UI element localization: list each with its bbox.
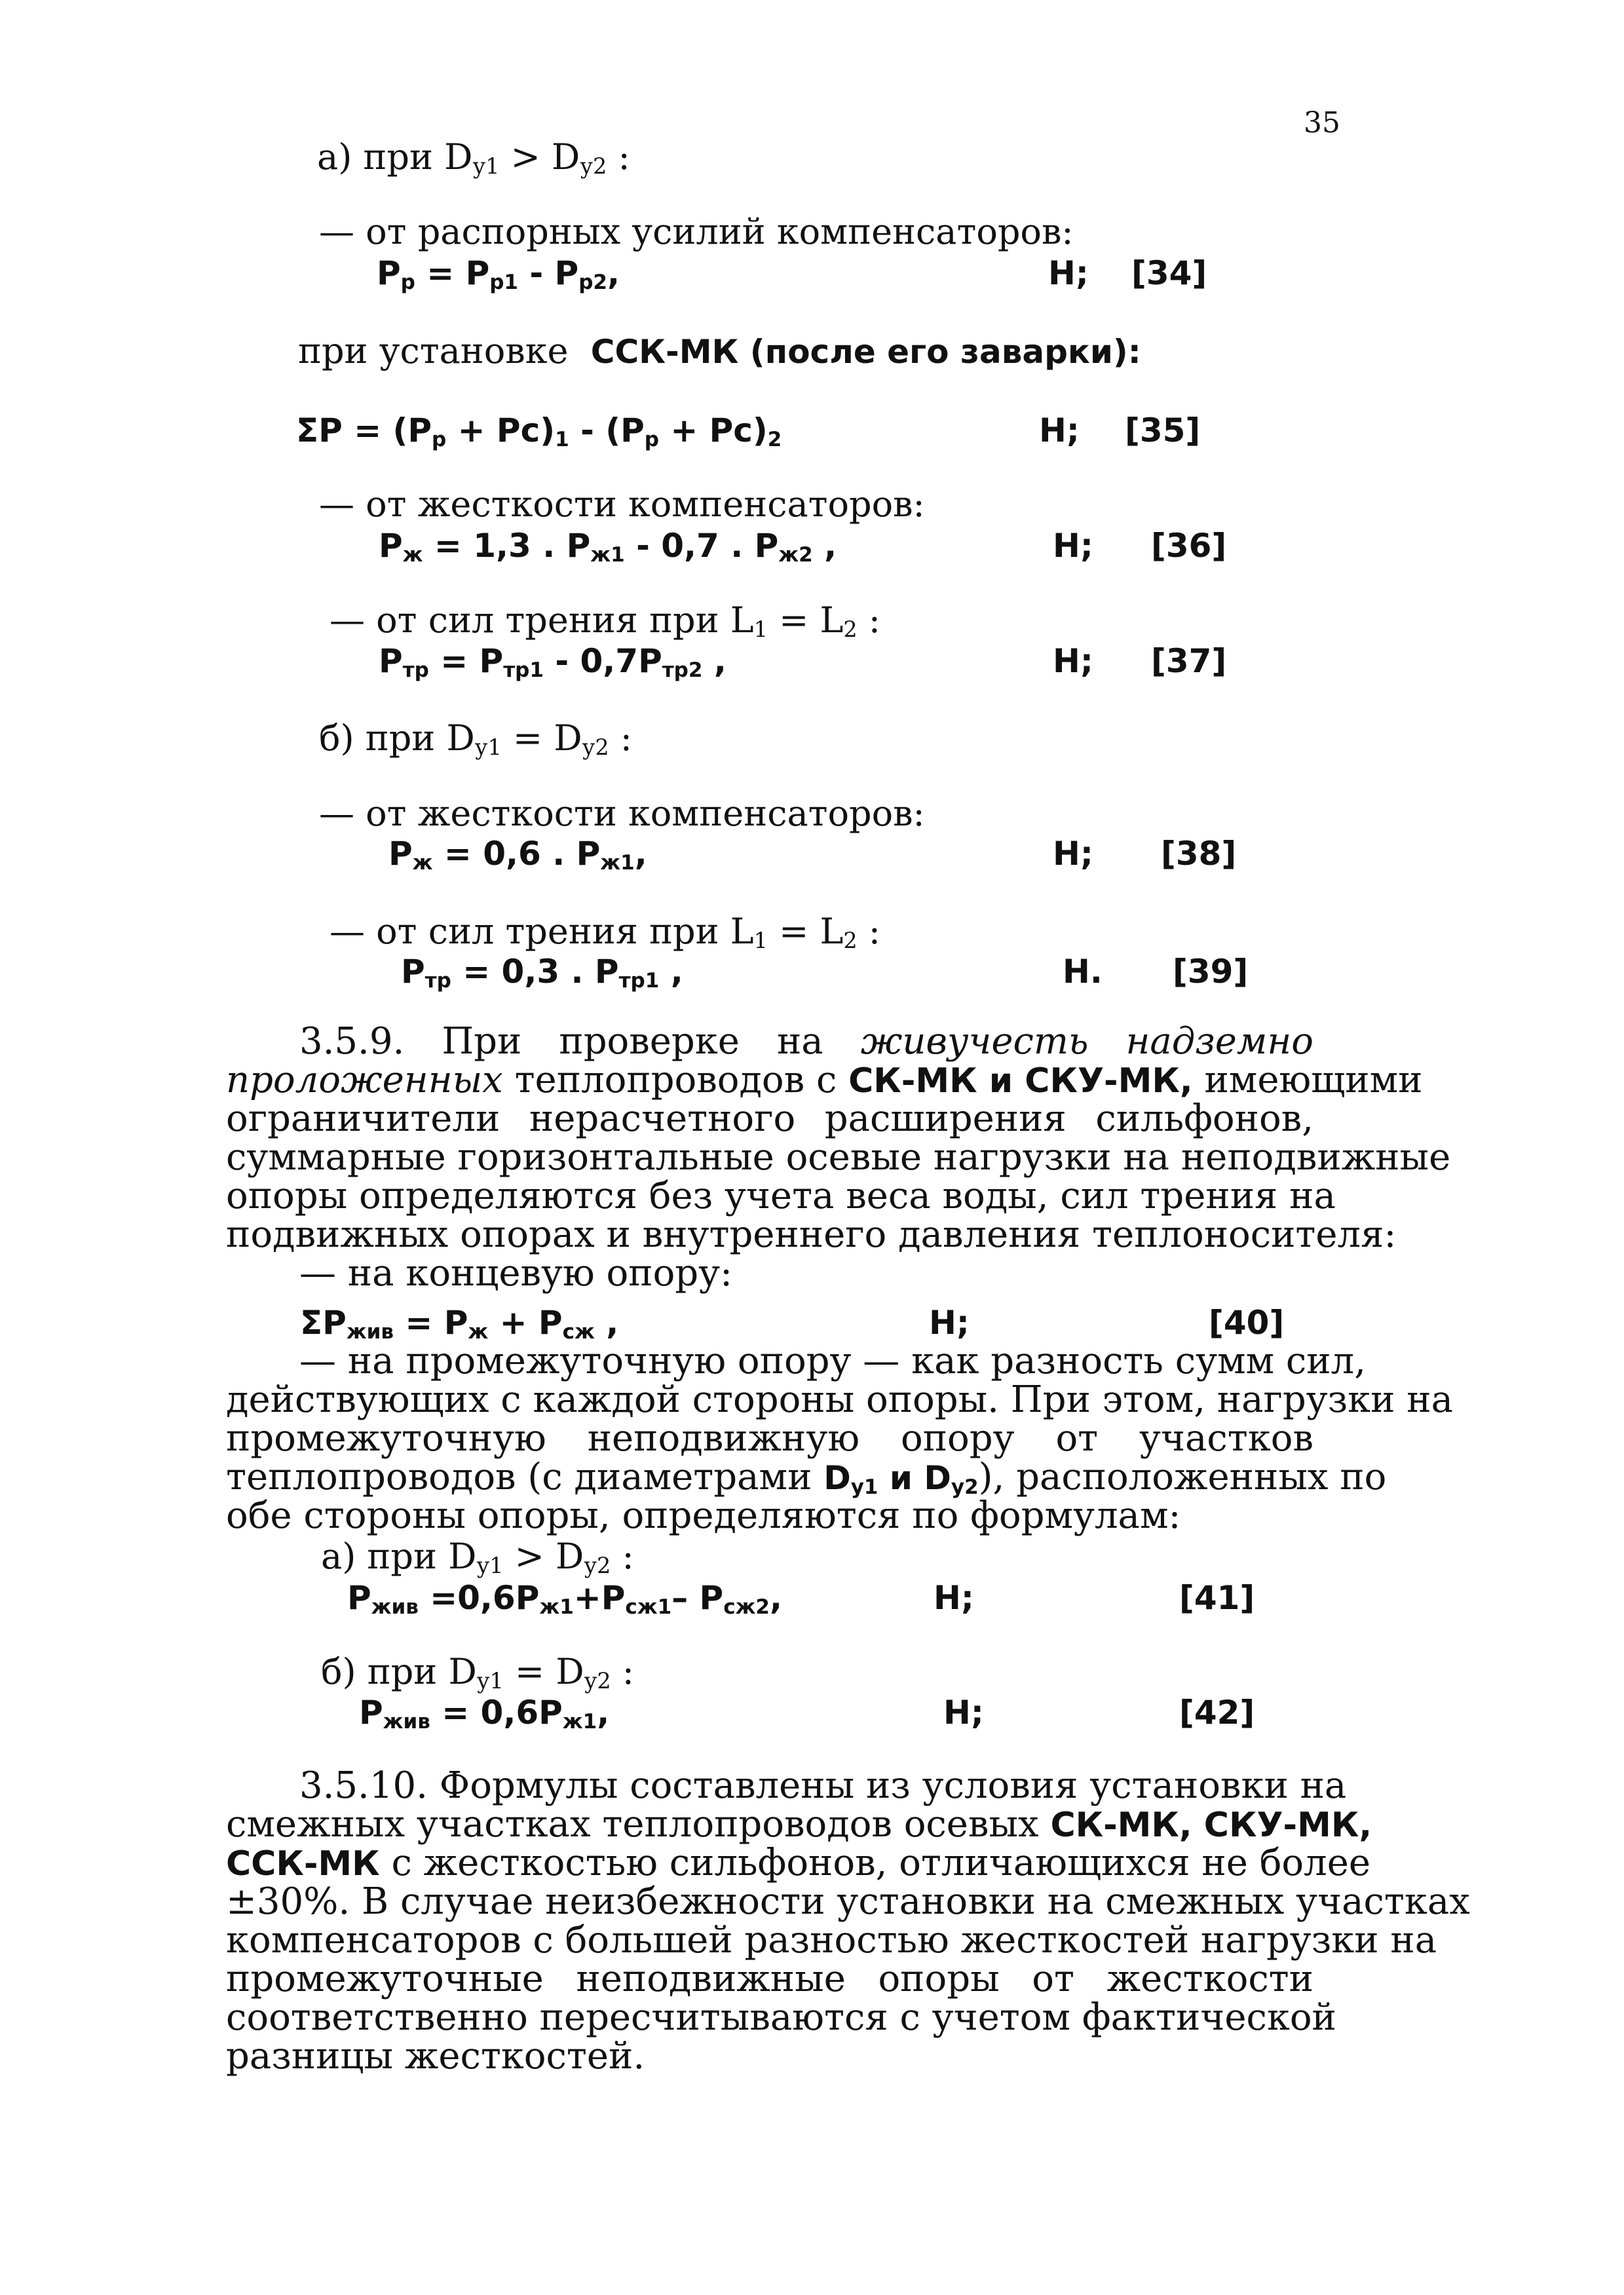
formula-36-number: [36]: [1151, 527, 1227, 565]
formula-39-number: [39]: [1173, 953, 1249, 991]
condition-a-line: а) при Dу1 > Dу2 :: [317, 136, 630, 180]
p359-line-3: ограничители нерасчетного расширения сильфонов,: [226, 1097, 1313, 1140]
formula-35-unit: Н;: [1039, 411, 1080, 449]
formula-40-unit: Н;: [929, 1304, 970, 1342]
formula-42: Pжив = 0,6Pж1,: [359, 1694, 610, 1734]
formula-35: ΣP = (Pр + Pс)1 - (Pр + Pс)2: [296, 411, 782, 451]
page-number: 35: [1304, 106, 1340, 140]
friction-text-b: — от сил трения при L1 = L2 :: [330, 911, 880, 954]
condition-b-line: б) при Dу1 = Dу2 :: [319, 717, 632, 761]
formula-36: Pж = 1,3 . Pж1 - 0,7 . Pж2 ,: [379, 527, 837, 567]
formula-34: Pр = Pр1 - Pр2,: [377, 254, 620, 294]
paragraph-3-5-9-cont: [226, 1340, 1454, 1537]
p359-line-7: — на концевую опору:: [299, 1252, 732, 1295]
p3510-line-4: ±30%. В случае неизбежности установки на смежных участках: [226, 1880, 1470, 1923]
p359-line-1: 3.5.9. При проверке на живучесть надземно: [299, 1020, 1313, 1063]
p3510-line-3: ССК-МК с жесткостью сильфонов, отличающихся не более: [226, 1842, 1370, 1884]
formula-37-unit: Н;: [1053, 642, 1093, 680]
p359-line-10: промежуточную неподвижную опору от участков: [226, 1417, 1313, 1460]
formula-36-unit: Н;: [1053, 527, 1093, 565]
formula-41: Pжив =0,6Pж1+Pсж1– Pсж2,: [347, 1579, 782, 1619]
p3510-line-6: промежуточные неподвижные опоры от жесткости: [226, 1958, 1313, 2000]
p359-line-11: теплопроводов (с диаметрами Dу1 и Dу2), расположенных по: [226, 1456, 1387, 1499]
spacer-forces-text: — от распорных усилий компенсаторов:: [319, 211, 1074, 252]
formula-39: Pтр = 0,3 . Pтр1 ,: [401, 953, 683, 993]
p3510-line-5: компенсаторов с большей разностью жесткостей нагрузки на: [226, 1919, 1437, 1962]
friction-text-a: — от сил трения при L1 = L2 :: [330, 599, 880, 643]
install-text: при установке ССК-МК (после его заварки):: [298, 330, 1141, 371]
p3510-line-1: 3.5.10. Формулы составлены из условия установки на: [299, 1764, 1347, 1807]
p359-line-12: обе стороны опоры, определяются по формулам:: [226, 1494, 1181, 1537]
stiffness-text-a: — от жесткости компенсаторов:: [319, 484, 925, 525]
formula-34-unit: Н;: [1048, 254, 1089, 292]
formula-41-number: [41]: [1179, 1579, 1255, 1617]
condition-a-formulas: а) при Dу1 > Dу2 :: [321, 1536, 634, 1579]
paragraph-3-5-9: [226, 1020, 1451, 1295]
formula-37-number: [37]: [1151, 642, 1227, 680]
p3510-line-2: смежных участках теплопроводов осевых СК-МК, СКУ-МК,: [226, 1803, 1372, 1846]
condition-b-formulas: б) при Dу1 = Dу2 :: [321, 1651, 634, 1694]
p359-line-6: подвижных опорах и внутреннего давления теплоносителя:: [226, 1213, 1397, 1256]
formula-39-unit: Н.: [1063, 953, 1103, 991]
p3510-line-7: соответственно пересчитываются с учетом фактической: [226, 1996, 1336, 2039]
p359-line-5: опоры определяются без учета веса воды, сил трения на: [226, 1175, 1336, 1217]
stiffness-text-b: — от жесткости компенсаторов:: [319, 793, 925, 834]
formula-40-number: [40]: [1209, 1304, 1285, 1342]
formula-41-unit: Н;: [934, 1579, 974, 1617]
formula-40: ΣPжив = Pж + Pсж ,: [300, 1304, 619, 1344]
p359-line-8: — на промежуточную опору — как разность сумм сил,: [299, 1340, 1366, 1382]
p359-line-9: действующих с каждой стороны опоры. При этом, нагрузки на: [226, 1378, 1454, 1421]
paragraph-3-5-10: [226, 1764, 1470, 2077]
p3510-line-8: разницы жесткостей.: [226, 2035, 645, 2077]
formula-38-unit: Н;: [1053, 835, 1093, 873]
p359-line-4: суммарные горизонтальные осевые нагрузки на неподвижные: [226, 1136, 1451, 1179]
formula-38-number: [38]: [1161, 835, 1237, 873]
p359-line-2: проложенных теплопроводов с СК-МК и СКУ-МК, имеющими: [226, 1059, 1423, 1101]
formula-34-number: [34]: [1131, 254, 1207, 292]
formula-42-number: [42]: [1179, 1694, 1255, 1732]
formula-35-number: [35]: [1125, 411, 1201, 449]
formula-38: Pж = 0,6 . Pж1,: [388, 835, 647, 875]
formula-42-unit: Н;: [943, 1694, 984, 1732]
formula-37: Pтр = Pтр1 - 0,7Pтр2 ,: [379, 642, 727, 682]
